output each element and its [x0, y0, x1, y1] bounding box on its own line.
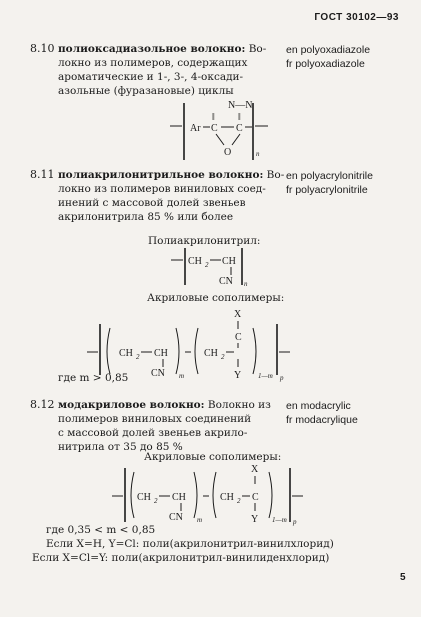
def-8-12-line-1: Волокно из: [207, 399, 271, 411]
def-8-11-line-2: локно из полимеров виниловых соед-: [58, 183, 266, 195]
svg-text:m: m: [197, 516, 203, 524]
svg-text:X: X: [234, 309, 242, 320]
ch-group: CH: [222, 256, 236, 267]
svg-text:2: 2: [221, 353, 225, 361]
svg-text:2: 2: [237, 497, 241, 505]
svg-text:p: p: [293, 518, 297, 526]
term-number-8-12: 8.12: [30, 398, 55, 411]
svg-text:1—m: 1—m: [272, 516, 287, 524]
svg-text:C: C: [252, 492, 259, 503]
svg-text:CN: CN: [151, 368, 165, 379]
note-vinyl-chloride: Если X=H, Y=Cl: поли(акрилонитрил-винилхлорид): [46, 538, 334, 550]
def-8-10-line-4: азольные (фуразановые) циклы: [58, 85, 234, 97]
svg-text:1—m: 1—m: [258, 372, 273, 380]
def-8-10-line-2: локно из полимеров, содержащих: [58, 57, 248, 69]
svg-text:m: m: [179, 372, 185, 380]
svg-text:C: C: [235, 332, 242, 343]
ar-label: Ar: [190, 123, 201, 134]
condition-8-11: где m > 0,85: [58, 372, 129, 384]
fr-8-11: fr polyacrylonitrile: [286, 184, 368, 196]
def-8-10-line-3: ароматические и 1-, 3-, 4-оксади-: [58, 71, 244, 83]
carbon-2: C: [236, 123, 243, 134]
svg-text:CH: CH: [204, 348, 218, 359]
caption-polyacrylonitrile: Полиакрилонитрил:: [148, 235, 261, 247]
svg-text:p: p: [280, 374, 284, 382]
def-8-10-line-1: Во-: [248, 43, 267, 55]
svg-text:CN: CN: [169, 512, 183, 523]
caption-acrylic-copolymers-2: Акриловые сополимеры:: [144, 451, 282, 463]
cn-group: CN: [219, 276, 233, 287]
note-vinylidene-chloride: Если X=Cl=Y: поли(акрилонитрил-винилиденхлорид): [32, 552, 330, 564]
condition-8-12: где 0,35 < m < 0,85: [46, 524, 156, 536]
page-number: 5: [400, 572, 407, 583]
term-8-12-name: модакриловое волокно:: [58, 399, 205, 411]
term-number-8-10: 8.10: [30, 42, 55, 55]
def-8-12-line-3: с массовой долей звеньев акрило-: [58, 427, 248, 439]
def-8-11-line-1: Во-: [266, 169, 285, 181]
dbl-bond-2: ‖: [238, 112, 241, 123]
en-8-11: en polyacrylonitrile: [286, 170, 373, 182]
svg-text:Y: Y: [251, 514, 259, 525]
caption-acrylic-copolymers-1: Акриловые сополимеры:: [147, 292, 285, 304]
term-8-11-name: полиакрилонитрильное волокно:: [58, 169, 264, 181]
ring-oxygen: O: [224, 147, 232, 158]
ch2-group: CH: [188, 256, 202, 267]
subscript-n-pan: n: [244, 280, 248, 288]
svg-text:CH: CH: [172, 492, 186, 503]
svg-text:2: 2: [136, 353, 140, 361]
fr-8-10: fr polyoxadiazole: [286, 58, 365, 70]
term-8-10-name: полиоксадиазольное волокно:: [58, 43, 246, 55]
svg-text:CH: CH: [119, 348, 133, 359]
svg-text:CH: CH: [220, 492, 234, 503]
svg-text:X: X: [251, 464, 259, 475]
def-8-11-line-4: акрилонитрила 85 % или более: [58, 211, 234, 223]
svg-text:2: 2: [205, 261, 209, 269]
svg-text:Y: Y: [234, 370, 242, 381]
def-8-12-line-4: нитрила от 35 до 85 %: [58, 441, 183, 453]
def-8-11-line-3: инений с массовой долей звеньев: [58, 197, 246, 209]
en-8-10: en polyoxadiazole: [286, 44, 371, 56]
def-8-12-line-2: полимеров виниловых соединений: [58, 413, 252, 425]
subscript-n: n: [256, 150, 260, 158]
svg-text:2: 2: [154, 497, 158, 505]
svg-text:CH: CH: [137, 492, 151, 503]
term-number-8-11: 8.11: [30, 168, 55, 181]
svg-text:CH: CH: [154, 348, 168, 359]
standard-number: ГОСТ 30102—93: [314, 12, 399, 23]
fr-8-12: fr modacrylique: [286, 414, 358, 426]
dbl-bond-1: ‖: [212, 112, 215, 123]
ring-n-n: N—N: [228, 100, 253, 111]
en-8-12: en modacrylic: [286, 400, 351, 412]
carbon-1: C: [211, 123, 218, 134]
